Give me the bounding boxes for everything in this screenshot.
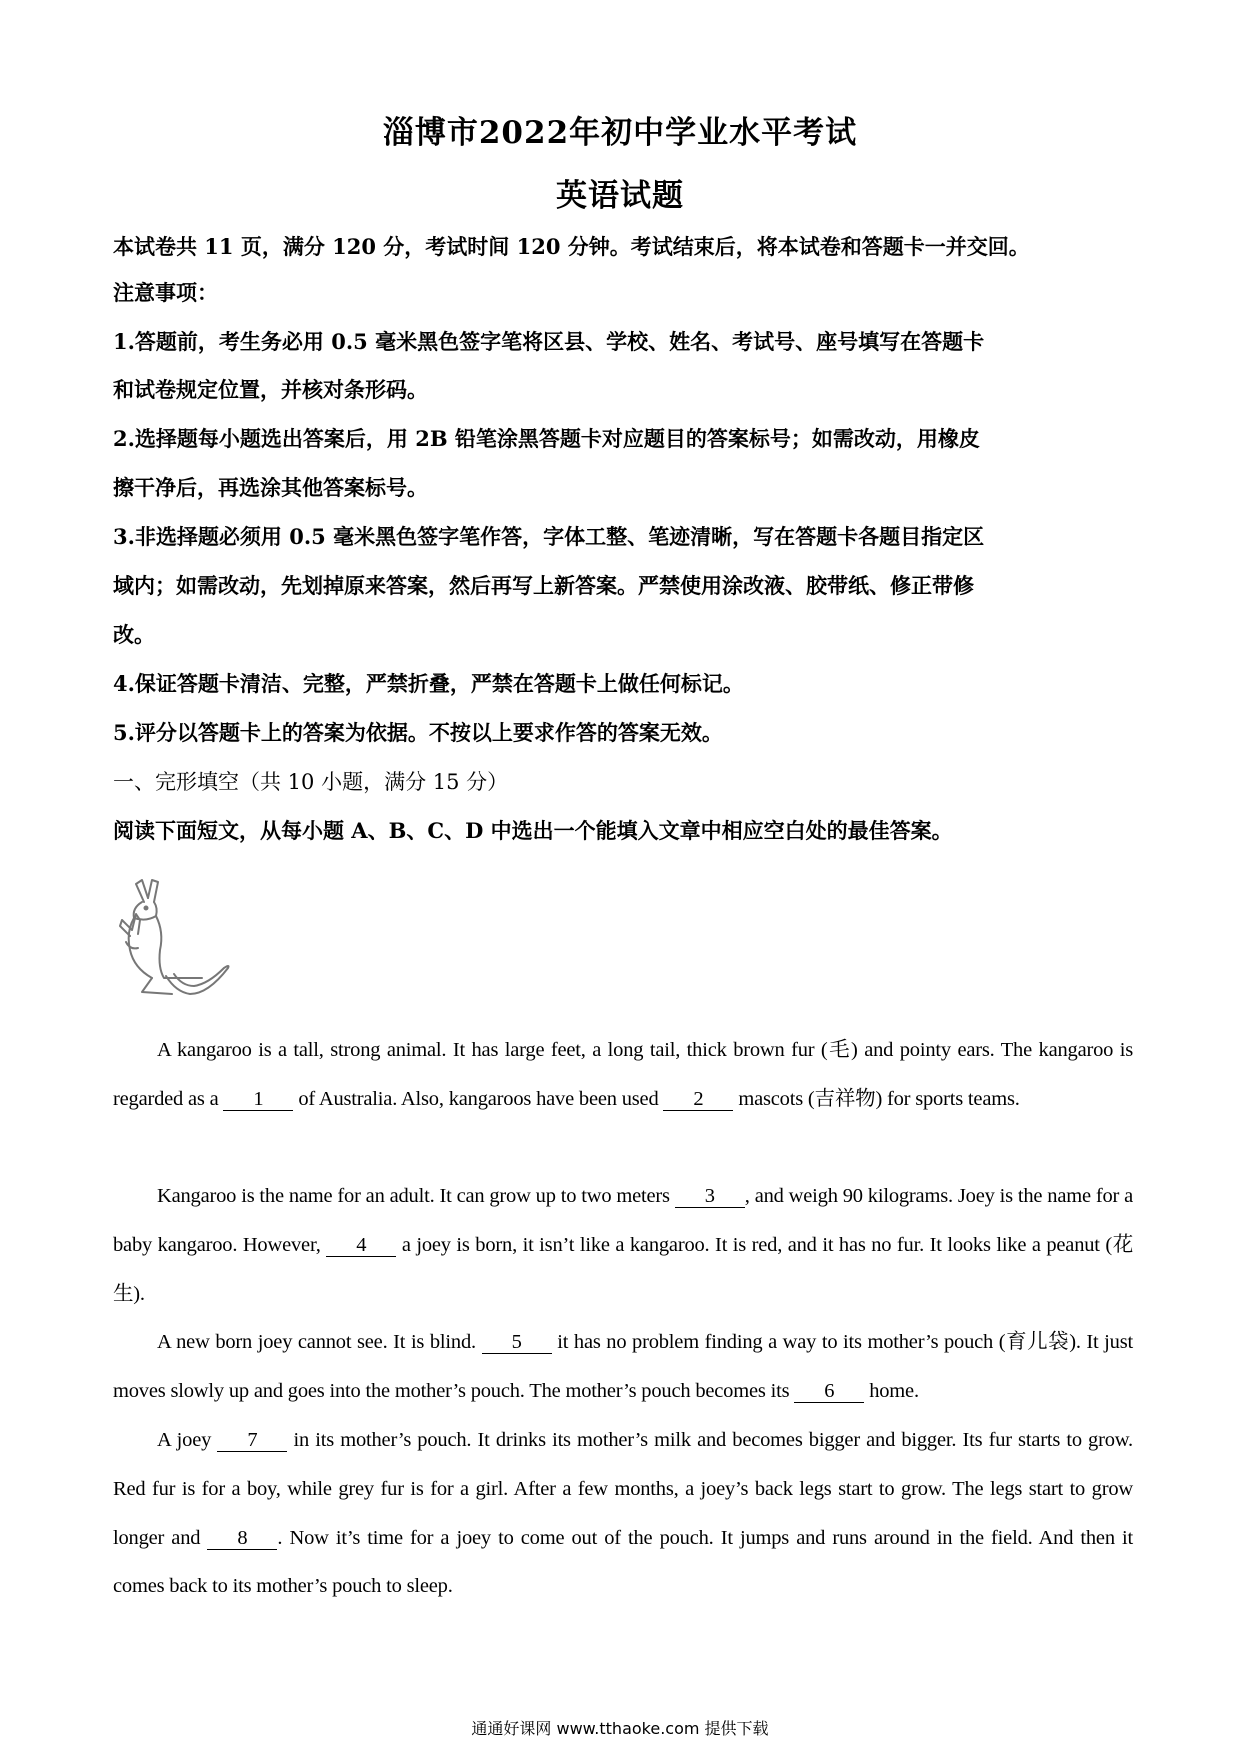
notice-2-line-2: 擦干净后，再选涂其他答案标号。 — [113, 475, 428, 500]
blank-5: 5 — [482, 1331, 552, 1354]
page-subtitle: 英语试题 — [556, 178, 684, 214]
section-title: 一、完形填空（共 10 小题，满分 15 分） — [113, 770, 509, 794]
blank-6: 6 — [794, 1380, 864, 1403]
notice-3-line-1: 3.非选择题必须用 0.5 毫米黑色签字笔作答，字体工整、笔迹清晰，写在答题卡各题目指定区 — [113, 524, 985, 549]
notice-3-line-3: 改。 — [113, 622, 155, 647]
page-title: 淄博市2022年初中学业水平考试 — [382, 115, 858, 151]
blank-1: 1 — [223, 1088, 293, 1111]
page-footer: 通通好课网 www.tthaoke.com 提供下载 — [471, 1719, 769, 1738]
blank-3: 3 — [675, 1185, 745, 1208]
passage-paragraph-2 — [113, 1172, 1133, 1318]
notice-heading: 注意事项： — [113, 280, 218, 305]
p3-text-d: home. — [864, 1379, 919, 1402]
p2-text-d: a joey is born, it isn’t like a kangaroo. It is red, and it has no fur. It looks like a peanut (花生). — [113, 1233, 1133, 1305]
p3-text-c: it has no problem finding a way to its mother’s pouch (育儿袋). It just moves slowly up and goes into the mother’s pouch. The mother’s pouch becomes its — [113, 1331, 1133, 1402]
section-instruction: 阅读下面短文，从每小题 A、B、C、D 中选出一个能填入文章中相应空白处的最佳答案。 — [113, 818, 953, 843]
blank-7: 7 — [217, 1429, 287, 1452]
notice-5: 5.评分以答题卡上的答案为依据。不按以上要求作答的答案无效。 — [113, 720, 723, 745]
exam-intro: 本试卷共 11 页，满分 120 分，考试时间 120 分钟。考试结束后，将本试卷和答题卡一并交回。 — [113, 234, 1030, 259]
notice-2-line-1: 2.选择题每小题选出答案后，用 2B 铅笔涂黑答题卡对应题目的答案标号；如需改动，用橡皮 — [113, 426, 980, 451]
notice-4: 4.保证答题卡清洁、完整，严禁折叠，严禁在答题卡上做任何标记。 — [113, 671, 744, 696]
notice-1-line-1: 1.答题前，考生务必用 0.5 毫米黑色签字笔将区县、学校、姓名、考试号、座号填写在答题卡 — [113, 329, 985, 354]
notice-1-line-2: 和试卷规定位置，并核对条形码。 — [113, 377, 428, 402]
p1-text-d: mascots (吉祥物) for sports teams. — [733, 1087, 1020, 1110]
passage-paragraph-4 — [113, 1416, 1133, 1611]
p4-text-c: in its mother’s pouch. It drinks its mother’s milk and becomes bigger and bigger. Its fur starts to grow. Red fur is for a boy, while grey fur is for a girl. After a few months, a joey’s back legs start to grow. The legs start to grow longer and — [113, 1429, 1133, 1549]
p2-text-c: , and weigh 90 kilograms. Joey is the name for a baby kangaroo. However, — [113, 1185, 1133, 1256]
notice-3-line-2: 域内；如需改动，先划掉原来答案，然后再写上新答案。严禁使用涂改液、胶带纸、修正带修 — [113, 573, 974, 598]
p1-text-c: of Australia. Also, kangaroos have been used — [293, 1087, 664, 1110]
p4-text-d: . Now it’s time for a joey to come out of the pouch. It jumps and runs around in the field. And then it comes back to its mother’s pouch to sleep. — [113, 1526, 1133, 1598]
p1-text-a: A kangaroo is a tall, strong animal. It has large feet, a long tail, thick brown fur (毛) and pointy ears. The kangaroo is regarded as a — [113, 1039, 1133, 1110]
p4-text-a: A joey — [157, 1429, 218, 1451]
p2-text-a: Kangaroo is the name for an adult. It can grow up to two meters — [157, 1185, 675, 1207]
p3-text-a: A new born joey cannot see. It is blind. — [157, 1331, 482, 1353]
passage-paragraph-1 — [113, 1026, 1133, 1124]
blank-8: 8 — [207, 1527, 277, 1550]
passage-paragraph-3 — [113, 1318, 1133, 1416]
kangaroo-illustration — [112, 872, 240, 1002]
blank-4: 4 — [326, 1234, 396, 1257]
blank-2: 2 — [663, 1088, 733, 1111]
